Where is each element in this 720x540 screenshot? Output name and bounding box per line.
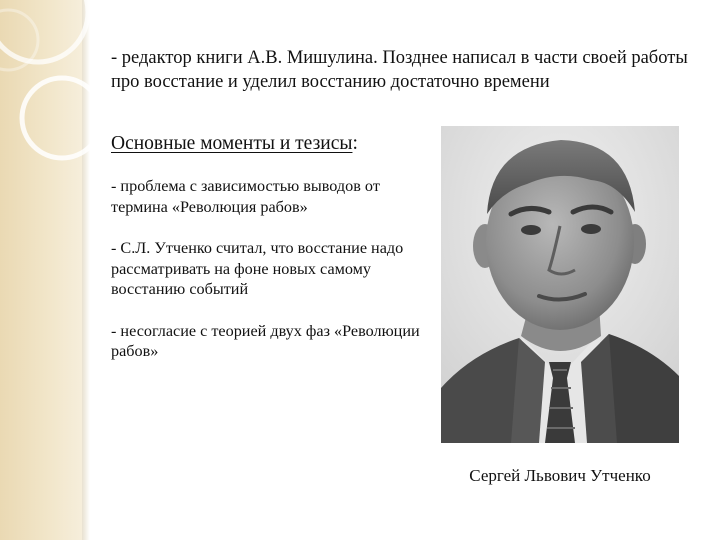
theses-list (111, 176, 421, 383)
portrait-illustration (441, 126, 679, 443)
portrait-photo (441, 126, 679, 443)
decorative-ring-small (22, 78, 102, 158)
decorative-rings (0, 0, 200, 200)
intro-text: - редактор книги А.В. Мишулина. Позднее написал в части своей работы про восстание и уделил восстанию достаточно времени (111, 48, 688, 92)
section-heading (111, 133, 358, 155)
section-heading-colon: : (352, 133, 358, 154)
section-heading-text: Основные моменты и тезисы (111, 133, 353, 154)
thesis-item: - С.Л. Утченко считал, что восстание надо рассматривать на фоне новых самому восстанию событий (111, 239, 404, 298)
thesis-item: - проблема с зависимостью выводов от термина «Революция рабов» (111, 177, 380, 216)
thesis-item: - несогласие с теорией двух фаз «Революции рабов» (111, 321, 420, 360)
photo-caption: Сергей Львович Утченко (469, 466, 651, 485)
